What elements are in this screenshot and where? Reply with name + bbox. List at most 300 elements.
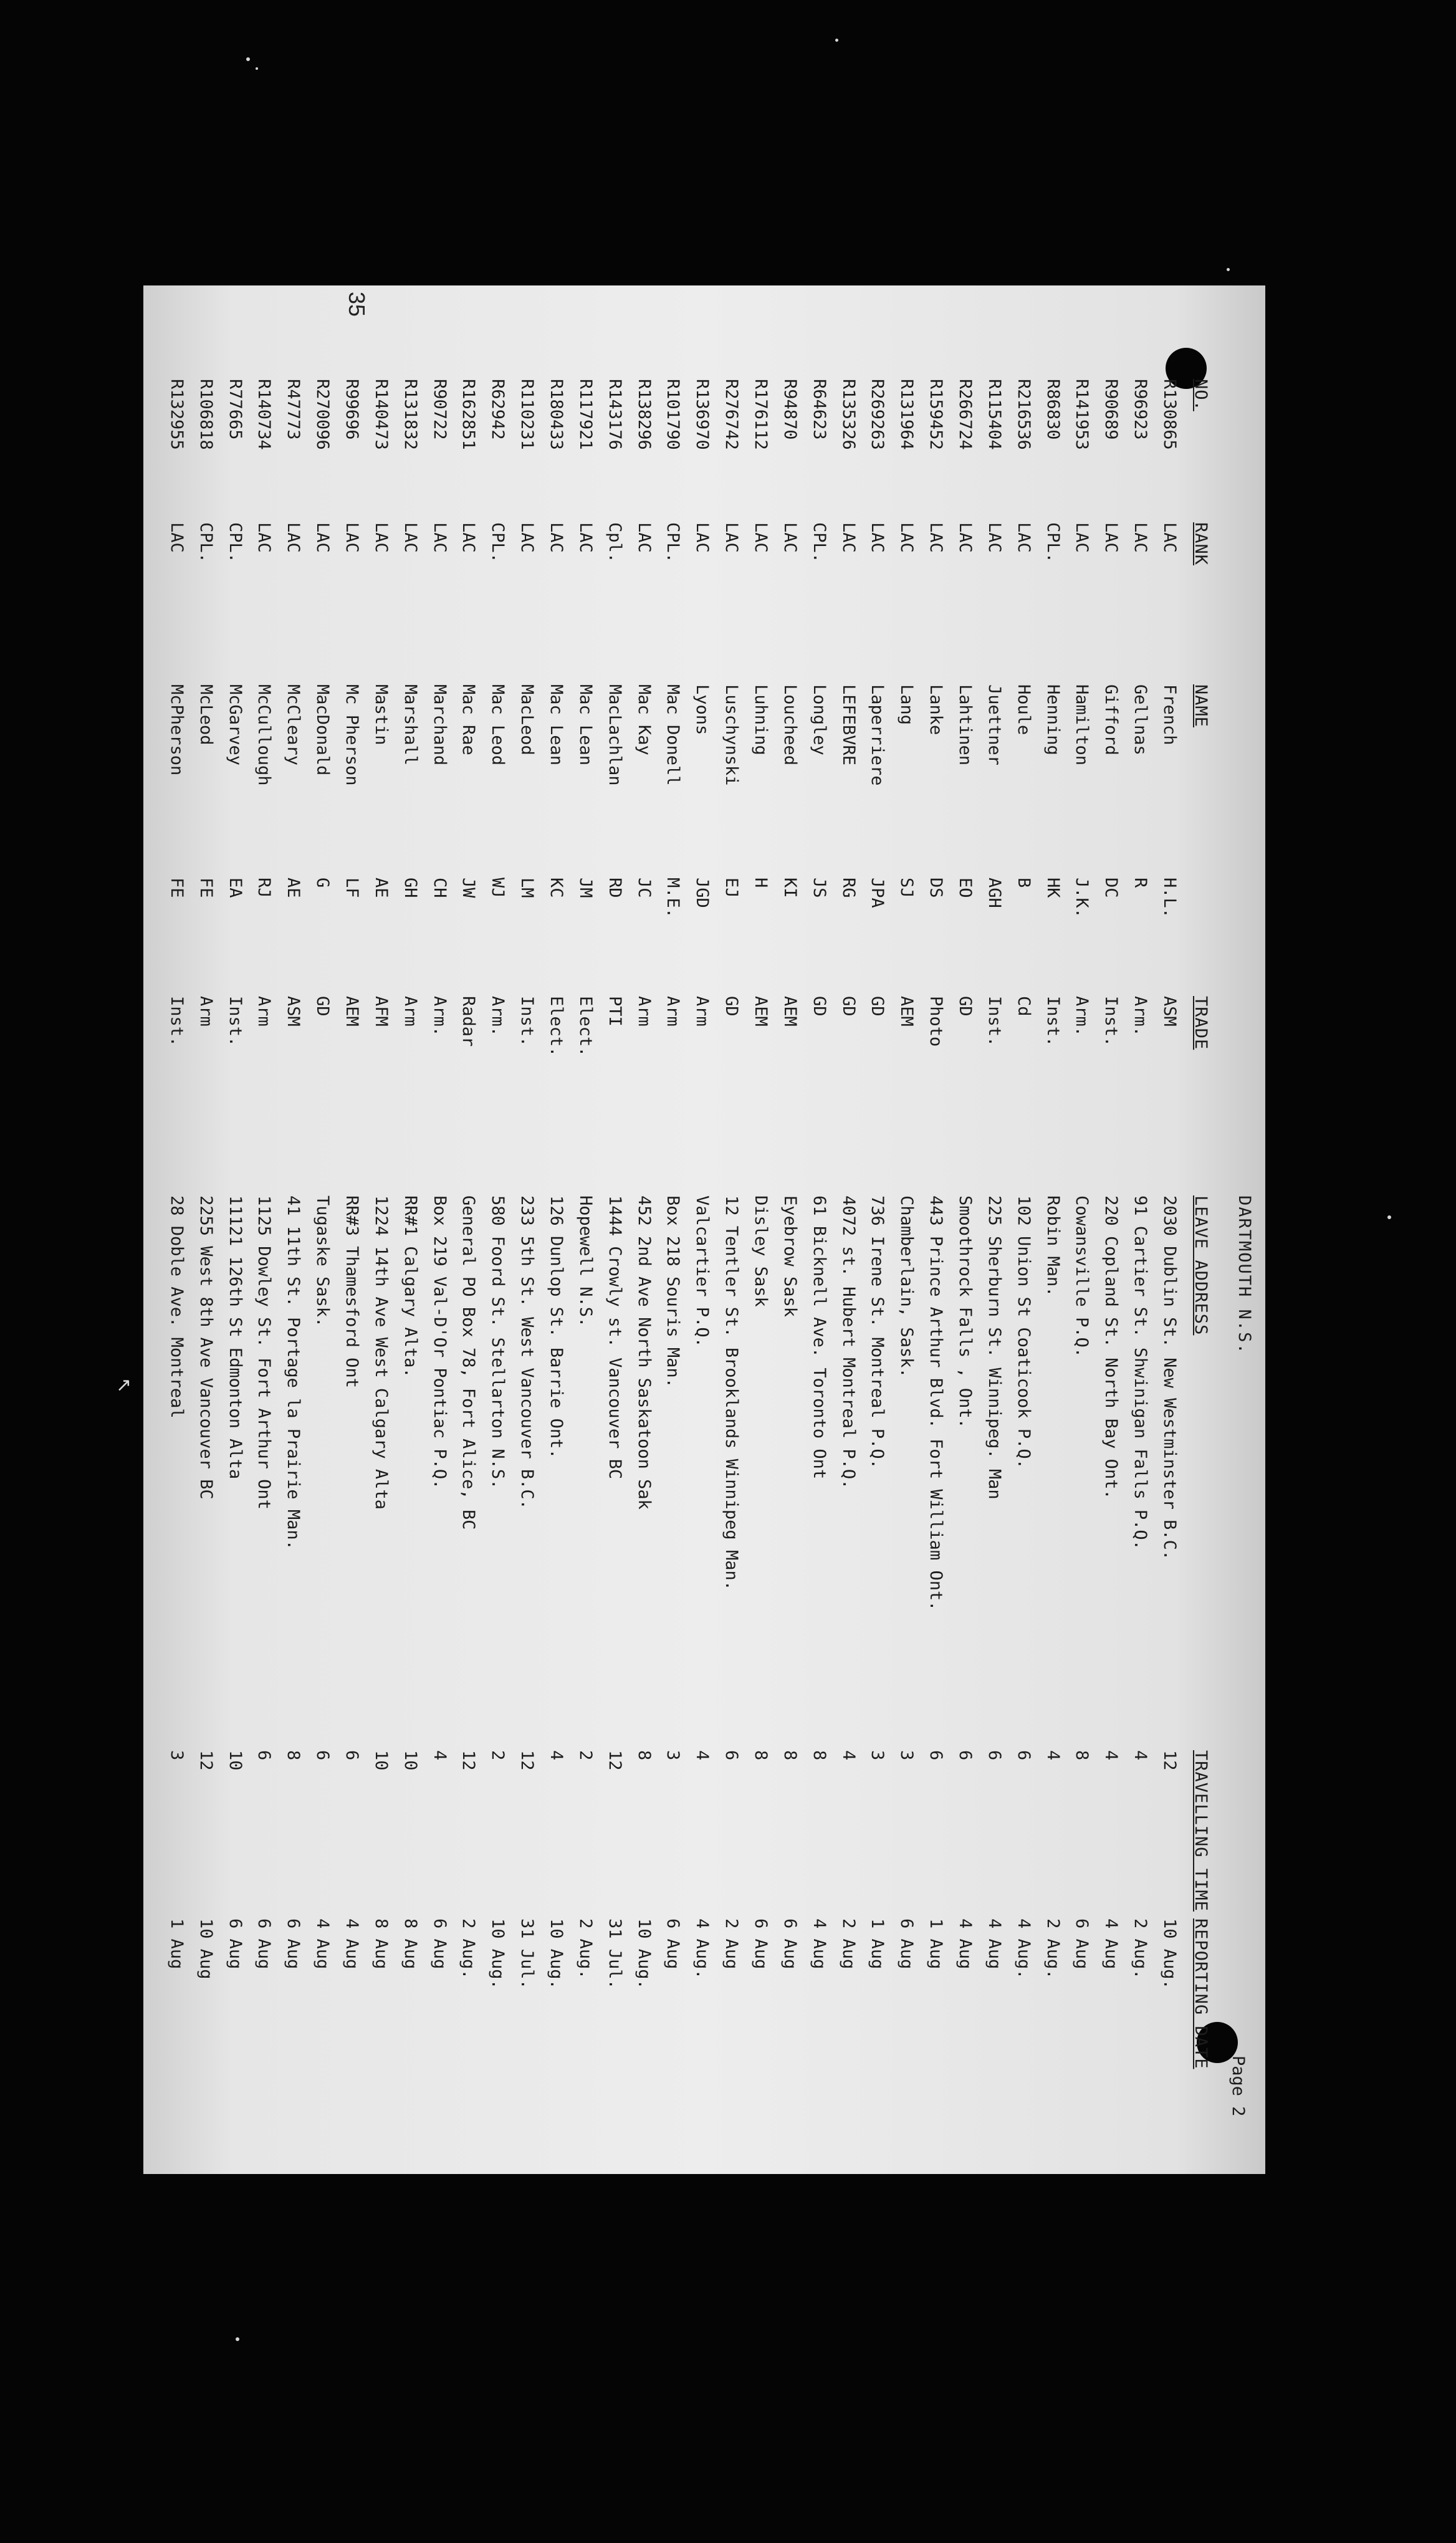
- cell-trade: AEM: [897, 996, 916, 1027]
- cell-travelling-time: 4: [692, 1750, 712, 1761]
- cell-leave-address: General PO Box 78, Fort Alice, BC: [459, 1195, 478, 1530]
- cell-leave-address: 580 Foord St. Stellarton N.S.: [488, 1195, 507, 1490]
- table-row: [1130, 285, 1149, 2174]
- cell-reporting-date: 2 Aug.: [459, 1918, 478, 1980]
- table-row: [166, 285, 185, 2174]
- cell-surname: Mac Leod: [488, 684, 507, 766]
- cell-rank: LAC: [839, 522, 858, 553]
- cell-leave-address: Cowansville P.Q.: [1072, 1195, 1091, 1358]
- table-row: [780, 285, 798, 2174]
- cell-initials: JGD: [692, 878, 712, 908]
- cell-trade: AEM: [751, 996, 770, 1027]
- cell-leave-address: 28 Doble Ave. Montreal: [167, 1195, 186, 1419]
- cell-leave-address: 12 Tentler St. Brooklands Winnipeg Man.: [722, 1195, 741, 1591]
- cell-trade: Arm: [635, 996, 654, 1027]
- cell-leave-address: Robin Man.: [1043, 1195, 1063, 1297]
- cell-reporting-date: 4 Aug.: [692, 1918, 712, 1980]
- cell-initials: DC: [1101, 878, 1121, 898]
- table-row: [575, 285, 594, 2174]
- cell-trade: Arm: [692, 996, 712, 1027]
- cell-surname: McLeod: [196, 684, 216, 745]
- table-row: [458, 285, 477, 2174]
- cell-reporting-date: 6 Aug: [751, 1918, 770, 1970]
- cell-surname: Luhning: [751, 684, 770, 755]
- cell-service-number: R162851: [459, 379, 478, 450]
- cell-leave-address: 452 2nd Ave North Saskatoon Sak: [635, 1195, 654, 1510]
- table-row: [605, 285, 623, 2174]
- cell-service-number: R140734: [254, 379, 274, 450]
- cell-rank: LAC: [284, 522, 303, 553]
- cell-rank: LAC: [985, 522, 1004, 553]
- cell-trade: Radar: [459, 996, 478, 1047]
- cell-rank: LAC: [1160, 522, 1179, 553]
- cell-service-number: R90689: [1101, 379, 1121, 440]
- cell-surname: MacLeod: [517, 684, 537, 755]
- cell-travelling-time: 12: [1160, 1750, 1179, 1771]
- cell-surname: French: [1160, 684, 1179, 745]
- cell-travelling-time: 8: [751, 1750, 770, 1761]
- cell-leave-address: 4072 st. Hubert Montreal P.Q.: [839, 1195, 858, 1490]
- cell-trade: PTI: [605, 996, 625, 1027]
- cell-trade: AFM: [371, 996, 391, 1027]
- cell-trade: Arm: [663, 996, 682, 1027]
- cell-reporting-date: 6 Aug: [897, 1918, 916, 1970]
- table-row: [926, 285, 944, 2174]
- table-row: [429, 285, 448, 2174]
- table-row: [342, 285, 360, 2174]
- cell-rank: Cpl.: [605, 522, 625, 563]
- cell-reporting-date: 31 Jul.: [605, 1918, 625, 1990]
- cell-initials: FE: [167, 878, 186, 898]
- cell-surname: Mac Lean: [547, 684, 566, 766]
- cell-rank: CPL.: [196, 522, 216, 563]
- cell-rank: LAC: [371, 522, 391, 553]
- cell-leave-address: 1224 14th Ave West Calgary Alta: [371, 1195, 391, 1510]
- cell-initials: AGH: [985, 878, 1004, 908]
- cell-rank: LAC: [722, 522, 741, 553]
- table-row: [663, 285, 681, 2174]
- cell-reporting-date: 2 Aug: [722, 1918, 741, 1970]
- cell-service-number: R276742: [722, 379, 741, 450]
- cell-surname: McPherson: [167, 684, 186, 776]
- table-row: [312, 285, 331, 2174]
- cell-service-number: R143176: [605, 379, 625, 450]
- cell-surname: MacDonald: [313, 684, 332, 776]
- cell-rank: CPL.: [663, 522, 682, 563]
- cell-service-number: R216536: [1014, 379, 1033, 450]
- cell-travelling-time: 4: [1101, 1750, 1121, 1761]
- cell-surname: McCullough: [254, 684, 274, 786]
- cell-rank: LAC: [313, 522, 332, 553]
- cell-rank: LAC: [1072, 522, 1091, 553]
- cell-reporting-date: 10 Aug.: [635, 1918, 654, 1990]
- cell-leave-address: Chamberlain, Sask.: [897, 1195, 916, 1378]
- cell-surname: Gifford: [1101, 684, 1121, 755]
- cell-surname: Marshall: [401, 684, 420, 766]
- table-row: [750, 285, 769, 2174]
- cell-service-number: R90722: [430, 379, 449, 440]
- cell-travelling-time: 3: [897, 1750, 916, 1761]
- cell-rank: LAC: [868, 522, 887, 553]
- cell-initials: JW: [459, 878, 478, 898]
- header-travelling-time: TRAVELLING TIME: [1191, 1750, 1210, 1912]
- table-row: [371, 285, 390, 2174]
- cell-trade: Photo: [926, 996, 946, 1047]
- cell-travelling-time: 6: [722, 1750, 741, 1761]
- cell-rank: LAC: [956, 522, 975, 553]
- cell-surname: Mac Kay: [635, 684, 654, 755]
- table-row: [400, 285, 419, 2174]
- cell-travelling-time: 6: [313, 1750, 332, 1761]
- cell-leave-address: 102 Union St Coaticook P.Q.: [1014, 1195, 1033, 1469]
- cell-travelling-time: 2: [576, 1750, 595, 1761]
- table-row: [517, 285, 535, 2174]
- cell-leave-address: 41 11th St. Portage la Prairie Man.: [284, 1195, 303, 1550]
- cell-rank: LAC: [635, 522, 654, 553]
- cell-reporting-date: 1 Aug: [167, 1918, 186, 1970]
- cell-reporting-date: 1 Aug: [868, 1918, 887, 1970]
- cell-initials: R: [1131, 878, 1150, 888]
- cell-rank: LAC: [1101, 522, 1121, 553]
- cell-travelling-time: 12: [517, 1750, 537, 1771]
- cell-travelling-time: 6: [1014, 1750, 1033, 1761]
- cell-surname: Lang: [897, 684, 916, 726]
- cell-reporting-date: 4 Aug: [956, 1918, 975, 1970]
- cell-leave-address: 220 Copland St. North Bay Ont.: [1101, 1195, 1121, 1500]
- cell-rank: LAC: [751, 522, 770, 553]
- cell-leave-address: Hopewell N.S.: [576, 1195, 595, 1328]
- cell-reporting-date: 6 Aug: [254, 1918, 274, 1970]
- cell-rank: LAC: [342, 522, 362, 553]
- cell-travelling-time: 6: [985, 1750, 1004, 1761]
- cell-reporting-date: 6 Aug: [780, 1918, 800, 1970]
- cell-reporting-date: 4 Aug: [342, 1918, 362, 1970]
- cell-trade: Inst.: [517, 996, 537, 1047]
- cell-surname: Hamilton: [1072, 684, 1091, 766]
- cell-service-number: R99696: [342, 379, 362, 440]
- cell-leave-address: 225 Sherburn St. Winnipeg. Man: [985, 1195, 1004, 1500]
- cell-rank: LAC: [547, 522, 566, 553]
- cell-service-number: R269263: [868, 379, 887, 450]
- cell-reporting-date: 2 Aug.: [1131, 1918, 1150, 1980]
- cell-reporting-date: 4 Aug.: [1014, 1918, 1033, 1980]
- cell-leave-address: 91 Cartier St. Shwinigan Falls P.Q.: [1131, 1195, 1150, 1550]
- cell-travelling-time: 6: [926, 1750, 946, 1761]
- cell-rank: LAC: [780, 522, 800, 553]
- cell-initials: JC: [635, 878, 654, 898]
- cell-trade: Arm.: [1072, 996, 1091, 1037]
- cell-surname: Laperriere: [868, 684, 887, 786]
- cell-service-number: R101790: [663, 379, 682, 450]
- cell-travelling-time: 6: [342, 1750, 362, 1761]
- cell-reporting-date: 6 Aug: [1072, 1918, 1091, 1970]
- cell-surname: McGarvey: [226, 684, 245, 766]
- cell-initials: WJ: [488, 878, 507, 898]
- cell-travelling-time: 8: [284, 1750, 303, 1761]
- cell-initials: JM: [576, 878, 595, 898]
- cell-trade: GD: [839, 996, 858, 1017]
- cell-trade: GD: [956, 996, 975, 1017]
- scan-speck: [236, 2337, 239, 2341]
- table-row: [1043, 285, 1061, 2174]
- cell-initials: FE: [196, 878, 216, 898]
- margin-mark: ↗: [116, 1375, 132, 1396]
- cell-travelling-time: 10: [226, 1750, 245, 1771]
- cell-travelling-time: 8: [635, 1750, 654, 1761]
- cell-leave-address: 2030 Dublin St. New Westminster B.C.: [1160, 1195, 1179, 1561]
- cell-trade: ASM: [284, 996, 303, 1027]
- cell-leave-address: RR#1 Calgary Alta.: [401, 1195, 420, 1378]
- scan-speck: [246, 57, 250, 61]
- cell-initials: EJ: [722, 878, 741, 898]
- cell-reporting-date: 4 Aug: [985, 1918, 1004, 1970]
- cell-rank: CPL.: [488, 522, 507, 563]
- header-reporting-date: REPORTING DATE: [1191, 1918, 1210, 2069]
- cell-initials: KI: [780, 878, 800, 898]
- cell-reporting-date: 8 Aug: [371, 1918, 391, 1970]
- cell-reporting-date: 2 Aug.: [1043, 1918, 1063, 1980]
- header-name: NAME: [1191, 684, 1210, 728]
- cell-travelling-time: 3: [167, 1750, 186, 1761]
- cell-leave-address: 736 Irene St. Montreal P.Q.: [868, 1195, 887, 1469]
- cell-service-number: R115404: [985, 379, 1004, 450]
- cell-trade: Arm.: [430, 996, 449, 1037]
- cell-surname: Juettner: [985, 684, 1004, 766]
- cell-reporting-date: 4 Aug: [1101, 1918, 1121, 1970]
- cell-rank: CPL.: [1043, 522, 1063, 563]
- cell-service-number: R131964: [897, 379, 916, 450]
- cell-travelling-time: 4: [1131, 1750, 1150, 1761]
- cell-initials: B: [1014, 878, 1033, 888]
- cell-service-number: R94870: [780, 379, 800, 440]
- table-row: [984, 285, 1003, 2174]
- cell-trade: Inst.: [167, 996, 186, 1047]
- cell-rank: LAC: [254, 522, 274, 553]
- cell-rank: LAC: [897, 522, 916, 553]
- cell-trade: Inst.: [1043, 996, 1063, 1047]
- table-row: [809, 285, 828, 2174]
- table-row: [546, 285, 565, 2174]
- scan-speck: [1387, 1215, 1391, 1219]
- table-row: [225, 285, 244, 2174]
- header-leave-address: LEAVE ADDRESS: [1191, 1195, 1210, 1336]
- cell-trade: Cd: [1014, 996, 1033, 1017]
- cell-reporting-date: 10 Aug.: [547, 1918, 566, 1990]
- cell-reporting-date: 6 Aug: [226, 1918, 245, 1970]
- cell-surname: Gellnas: [1131, 684, 1150, 755]
- cell-service-number: R266724: [956, 379, 975, 450]
- cell-initials: M.E.: [663, 878, 682, 919]
- table-row: [692, 285, 711, 2174]
- cell-service-number: R136970: [692, 379, 712, 450]
- document-sheet: [143, 285, 1265, 2174]
- table-row: [254, 285, 272, 2174]
- cell-trade: AEM: [780, 996, 800, 1027]
- cell-leave-address: RR#3 Thamesford Ont: [342, 1195, 362, 1388]
- cell-rank: LAC: [167, 522, 186, 553]
- cell-reporting-date: 31 Jul.: [517, 1918, 537, 1990]
- cell-service-number: R62942: [488, 379, 507, 440]
- cell-travelling-time: 8: [1072, 1750, 1091, 1761]
- cell-travelling-time: 3: [663, 1750, 682, 1761]
- cell-trade: Inst.: [226, 996, 245, 1047]
- cell-leave-address: 11121 126th St Edmonton Alta: [226, 1195, 245, 1480]
- cell-reporting-date: 10 Aug.: [1160, 1918, 1179, 1990]
- cell-rank: LAC: [401, 522, 420, 553]
- cell-initials: AE: [284, 878, 303, 898]
- cell-trade: ASM: [1160, 996, 1179, 1027]
- cell-trade: Elect.: [576, 996, 595, 1057]
- cell-trade: Elect.: [547, 996, 566, 1057]
- cell-service-number: R159452: [926, 379, 946, 450]
- cell-travelling-time: 6: [254, 1750, 274, 1761]
- cell-surname: Henning: [1043, 684, 1063, 755]
- cell-reporting-date: 2 Aug: [839, 1918, 858, 1970]
- header-no: NO.: [1191, 379, 1210, 411]
- cell-initials: JS: [810, 878, 829, 898]
- cell-leave-address: Smoothrock Falls , Ont.: [956, 1195, 975, 1429]
- cell-reporting-date: 10 Aug: [196, 1918, 216, 1980]
- cell-leave-address: 1444 Crowly st. Vancouver BC: [605, 1195, 625, 1480]
- cell-service-number: R77665: [226, 379, 245, 440]
- cell-surname: Loucheed: [780, 684, 800, 766]
- cell-initials: SJ: [897, 878, 916, 898]
- cell-leave-address: 443 Prince Arthur Blvd. Fort William Ont.: [926, 1195, 946, 1611]
- cell-service-number: R180433: [547, 379, 566, 450]
- cell-leave-address: 126 Dunlop St. Barrie Ont.: [547, 1195, 566, 1459]
- cell-travelling-time: 12: [459, 1750, 478, 1771]
- cell-leave-address: Box 218 Souris Man.: [663, 1195, 682, 1388]
- cell-initials: J.K.: [1072, 878, 1091, 919]
- cell-initials: EA: [226, 878, 245, 898]
- cell-service-number: R140473: [371, 379, 391, 450]
- cell-leave-address: Eyebrow Sask: [780, 1195, 800, 1318]
- cell-travelling-time: 10: [371, 1750, 391, 1771]
- cell-service-number: R135326: [839, 379, 858, 450]
- cell-initials: H: [751, 878, 770, 888]
- cell-leave-address: 2255 West 8th Ave Vancouver BC: [196, 1195, 216, 1500]
- cell-rank: CPL.: [810, 522, 829, 563]
- cell-reporting-date: 2 Aug.: [576, 1918, 595, 1980]
- cell-rank: LAC: [517, 522, 537, 553]
- cell-service-number: R141953: [1072, 379, 1091, 450]
- cell-travelling-time: 4: [430, 1750, 449, 1761]
- cell-initials: GH: [401, 878, 420, 898]
- table-row: [487, 285, 506, 2174]
- cell-leave-address: 61 Bicknell Ave. Toronto Ont: [810, 1195, 829, 1480]
- cell-leave-address: Box 219 Val-D'Or Pontiac P.Q.: [430, 1195, 449, 1490]
- cell-leave-address: Tugaske Sask.: [313, 1195, 332, 1328]
- header-rank: RANK: [1191, 522, 1210, 566]
- cell-trade: Inst.: [985, 996, 1004, 1047]
- cell-trade: GD: [313, 996, 332, 1017]
- cell-leave-address: Disley Sask: [751, 1195, 770, 1307]
- table-row: [1071, 285, 1090, 2174]
- table-row: [1101, 285, 1119, 2174]
- cell-service-number: R106818: [196, 379, 216, 450]
- table-row: [634, 285, 653, 2174]
- cell-trade: GD: [722, 996, 741, 1017]
- cell-reporting-date: 6 Aug: [284, 1918, 303, 1970]
- header-trade: TRADE: [1191, 996, 1210, 1050]
- cell-surname: Mastin: [371, 684, 391, 745]
- cell-surname: Lyons: [692, 684, 712, 735]
- cell-initials: RJ: [254, 878, 274, 898]
- cell-surname: Mc Pherson: [342, 684, 362, 786]
- cell-leave-address: Valcartier P.Q.: [692, 1195, 712, 1348]
- cell-travelling-time: 4: [839, 1750, 858, 1761]
- cell-travelling-time: 10: [401, 1750, 420, 1771]
- table-row: [721, 285, 740, 2174]
- table-row: [867, 285, 886, 2174]
- cell-surname: Houle: [1014, 684, 1033, 735]
- scan-speck: [256, 67, 258, 70]
- cell-surname: Lahtinen: [956, 684, 975, 766]
- cell-trade: GD: [868, 996, 887, 1017]
- cell-initials: RD: [605, 878, 625, 898]
- cell-travelling-time: 8: [810, 1750, 829, 1761]
- cell-rank: CPL.: [226, 522, 245, 563]
- cell-surname: Mac Lean: [576, 684, 595, 766]
- cell-rank: LAC: [692, 522, 712, 553]
- cell-travelling-time: 6: [956, 1750, 975, 1761]
- cell-initials: KC: [547, 878, 566, 898]
- table-row: [1013, 285, 1032, 2174]
- cell-initials: G: [313, 878, 332, 888]
- table-row: [838, 285, 857, 2174]
- cell-service-number: R64623: [810, 379, 829, 440]
- cell-surname: Mac Donell: [663, 684, 682, 786]
- cell-rank: LAC: [1131, 522, 1150, 553]
- cell-rank: LAC: [1014, 522, 1033, 553]
- cell-surname: LEFEBVRE: [839, 684, 858, 766]
- cell-initials: CH: [430, 878, 449, 898]
- table-row: [955, 285, 974, 2174]
- cell-initials: HK: [1043, 878, 1063, 898]
- cell-surname: Lanke: [926, 684, 946, 735]
- cell-surname: Longley: [810, 684, 829, 755]
- typed-table: [143, 285, 1265, 2174]
- cell-travelling-time: 8: [780, 1750, 800, 1761]
- cell-trade: Arm: [254, 996, 274, 1027]
- cell-reporting-date: 8 Aug: [401, 1918, 420, 1970]
- cell-leave-address: 233 5th St. West Vancouver B.C.: [517, 1195, 537, 1510]
- cell-trade: Arm: [401, 996, 420, 1027]
- cell-initials: JPA: [868, 878, 887, 908]
- cell-service-number: R86830: [1043, 379, 1063, 440]
- cell-trade: Arm.: [488, 996, 507, 1037]
- scan-speck: [1227, 268, 1230, 271]
- cell-service-number: R47773: [284, 379, 303, 440]
- cell-initials: H.L.: [1160, 878, 1179, 919]
- page-number: Page 2: [1228, 2056, 1248, 2117]
- cell-initials: EO: [956, 878, 975, 898]
- cell-reporting-date: 4 Aug: [313, 1918, 332, 1970]
- document-title: DARTMOUTH N.S.: [1235, 1195, 1254, 1355]
- cell-initials: AE: [371, 878, 391, 898]
- table-row: [283, 285, 302, 2174]
- cell-trade: Arm.: [1131, 996, 1150, 1037]
- cell-reporting-date: 4 Aug: [810, 1918, 829, 1970]
- cell-service-number: R130865: [1160, 379, 1179, 450]
- cell-initials: RG: [839, 878, 858, 898]
- cell-trade: Arm: [196, 996, 216, 1027]
- cell-leave-address: 1125 Dowley St. Fort Arthur Ont: [254, 1195, 274, 1510]
- corner-number: 35: [344, 292, 370, 317]
- cell-travelling-time: 3: [868, 1750, 887, 1761]
- cell-reporting-date: 6 Aug: [430, 1918, 449, 1970]
- cell-trade: GD: [810, 996, 829, 1017]
